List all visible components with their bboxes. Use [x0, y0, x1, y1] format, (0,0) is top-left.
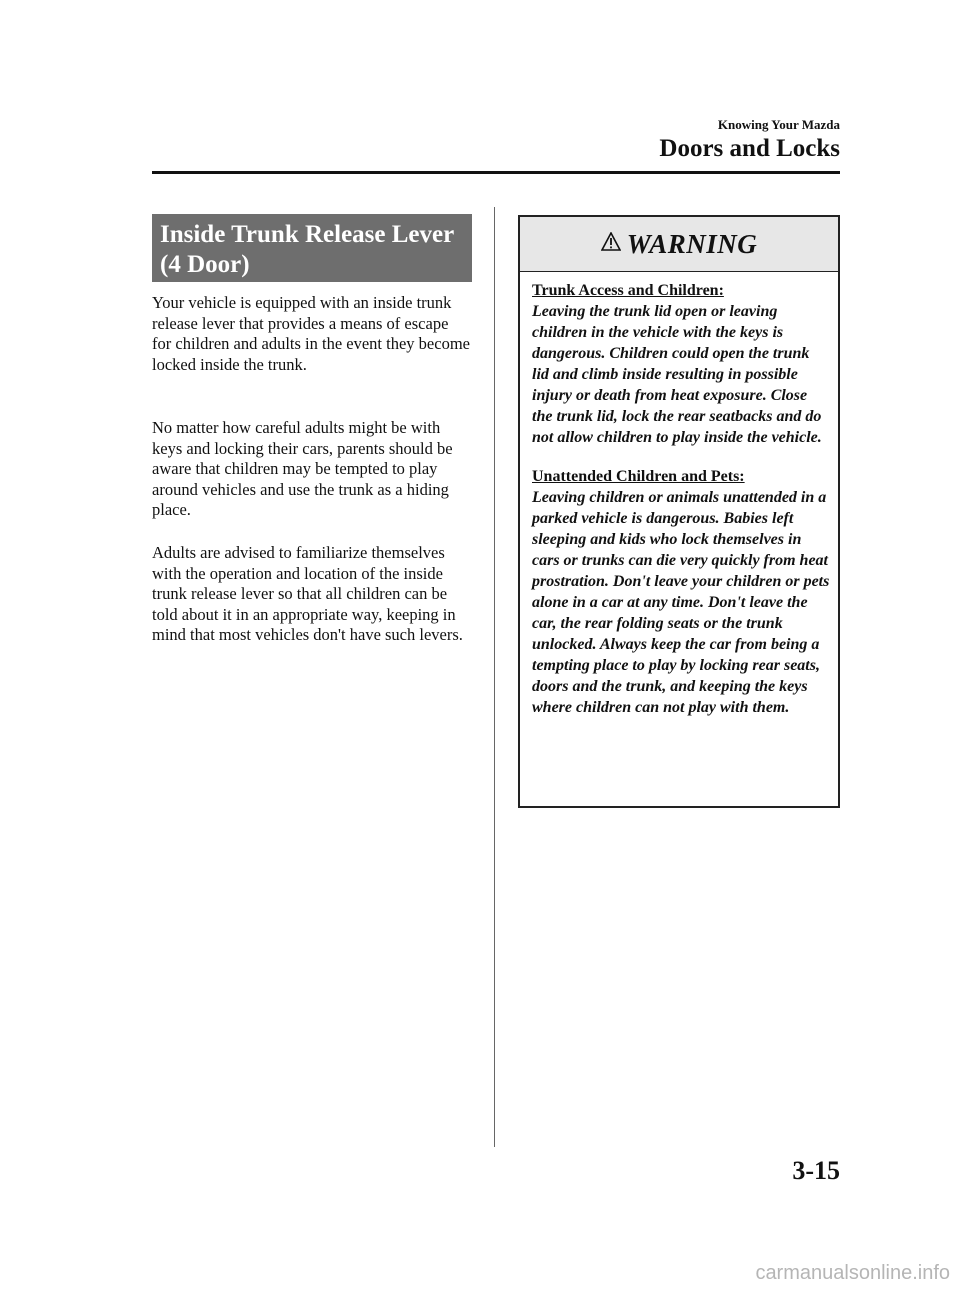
watermark: carmanualsonline.info — [755, 1262, 950, 1284]
header-title: Doors and Locks — [659, 135, 840, 162]
warning-text: Leaving the trunk lid open or leaving children in the vehicle with the keys is dangerous. Children could open the trunk lid and climb inside resulting in possible injury or death from heat exposure. Close the trunk lid, lock the rear seatbacks and do not allow children to play inside the vehicle. — [532, 303, 822, 446]
paragraph-3 — [152, 543, 470, 646]
paragraph-text: Adults are advised to familiarize themselves with the operation and location of the inside trunk release lever so that all children can be told about it in an appropriate way, keeping in mind that most vehicles don't have such levers. — [152, 543, 463, 644]
warning-header — [520, 217, 838, 272]
warning-triangle-icon — [601, 232, 621, 256]
warning-item — [532, 466, 830, 718]
page-number: 3-15 — [792, 1156, 840, 1185]
warning-box — [518, 215, 840, 808]
warning-item — [532, 280, 830, 448]
warning-subtitle: Unattended Children and Pets: — [532, 468, 745, 485]
paragraph-1 — [152, 293, 470, 375]
section-heading: Inside Trunk Release Lever (4 Door) — [152, 214, 472, 282]
header-subtitle: Knowing Your Mazda — [717, 117, 840, 132]
header-rule — [152, 171, 840, 174]
warning-body — [520, 272, 838, 718]
column-divider — [494, 207, 495, 1147]
warning-text: Leaving children or animals unattended in a parked vehicle is dangerous. Babies left sleeping and kids who lock themselves in cars or trunks can die very quickly from heat prostration. Don't leave your children or pets alone in a car at any time. Don't leave the car, the rear folding seats or the trunk unlocked. Always keep the car from being a tempting place to play by locking rear seats, doors and the trunk, and keeping the keys where children can not play with them. — [532, 489, 830, 716]
paragraph-text: Your vehicle is equipped with an inside trunk release lever that provides a means of escape for children and adults in the event they become locked inside the trunk. — [152, 293, 470, 374]
paragraph-2 — [152, 418, 470, 521]
paragraph-text: No matter how careful adults might be with keys and locking their cars, parents should be aware that children may be tempted to play around vehicles and use the trunk as a hiding place. — [152, 418, 453, 519]
warning-subtitle: Trunk Access and Children: — [532, 282, 724, 299]
warning-title: WARNING — [626, 228, 758, 259]
